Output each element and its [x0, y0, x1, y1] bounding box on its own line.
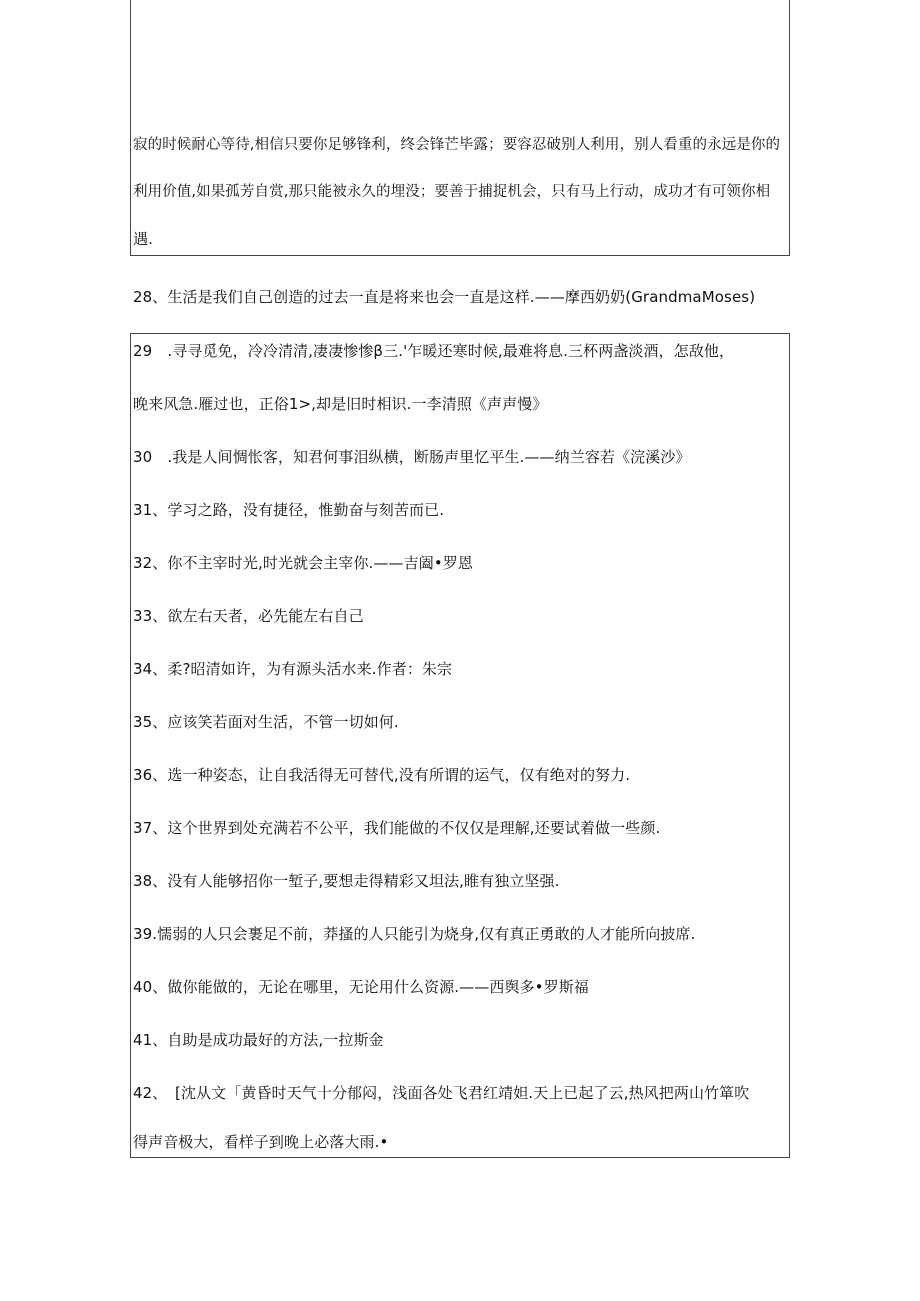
quote-42-line-2: 得声音极大，看样子到晚上必落大雨.• [133, 1133, 389, 1151]
top-box-line-2: 利用价值,如果孤芳自赏,那只能被永久的埋没；要善于捕捉机会，只有马上行动，成功才有可领你相 [133, 184, 771, 200]
top-box-line-3: 遇. [133, 230, 153, 248]
quote-31: 31、学习之路，没有捷径，惟勤奋与刻苦而已. [133, 501, 445, 519]
quote-37: 37、这个世界到处充满若不公平，我们能做的不仅仅是理解,还要试着做一些颜. [133, 819, 661, 837]
quote-39: 39.懦弱的人只会裹足不前，莽搔的人只能引为烧身,仅有真正勇敢的人才能所向披席. [133, 925, 696, 943]
quote-33: 33、欲左右天者，必先能左右自己 [133, 607, 364, 625]
quote-38: 38、没有人能够招你一堑子,要想走得精彩又坦法,睢有独立坚强. [133, 872, 560, 890]
quote-42-line-1: 42、 [沈从文「黄昏时天气十分郁闷，浅面各处飞君红靖妲.天上已起了云,热风把两山竹箪吹 [133, 1084, 750, 1102]
quote-29-line-2: 晚来风急.雁过也，正俗1>,却是旧时相识.一李清照《声声慢》 [133, 395, 548, 413]
top-box-line-1: 寂的时候耐心等待,相信只要你足够锋利，终会锋芒毕露；要容忍破别人利用，别人看重的永远是你的 [133, 137, 781, 153]
quote-34: 34、柔?昭清如许，为有源头活水来.作者：朱宗 [133, 660, 453, 678]
quote-35: 35、应该笑若面对生活，不管一切如何. [133, 713, 399, 731]
quote-41: 41、自助是成功最好的方法,一拉斯金 [133, 1031, 384, 1049]
quote-40: 40、做你能做的，无论在哪里，无论用什么资源.——西舆多•罗斯福 [133, 978, 589, 996]
top-quote-box [130, 0, 790, 256]
quote-29-line-1: 29 .寻寻觅免，冷冷清清,凄凄惨惨β三.'乍暖还寒时候,最难将息.三杯两盏淡酒，怎敌他， [133, 342, 735, 360]
main-quote-box [130, 333, 790, 1158]
quote-36: 36、选一种姿态，让自我活得无可替代,没有所谓的运气，仅有绝对的努力. [133, 766, 631, 784]
quote-32: 32、你不主宰时光,时光就会主宰你.——吉阖•罗恩 [133, 554, 473, 572]
quote-30: 30 .我是人间惆怅客，知君何事泪纵横，断肠声里忆平生.——纳兰容若《浣溪沙》 [133, 448, 691, 466]
quote-28: 28、生活是我们自己创造的过去一直是将来也会一直是这样.——摩西奶奶(GrandmaMoses) [133, 288, 756, 306]
